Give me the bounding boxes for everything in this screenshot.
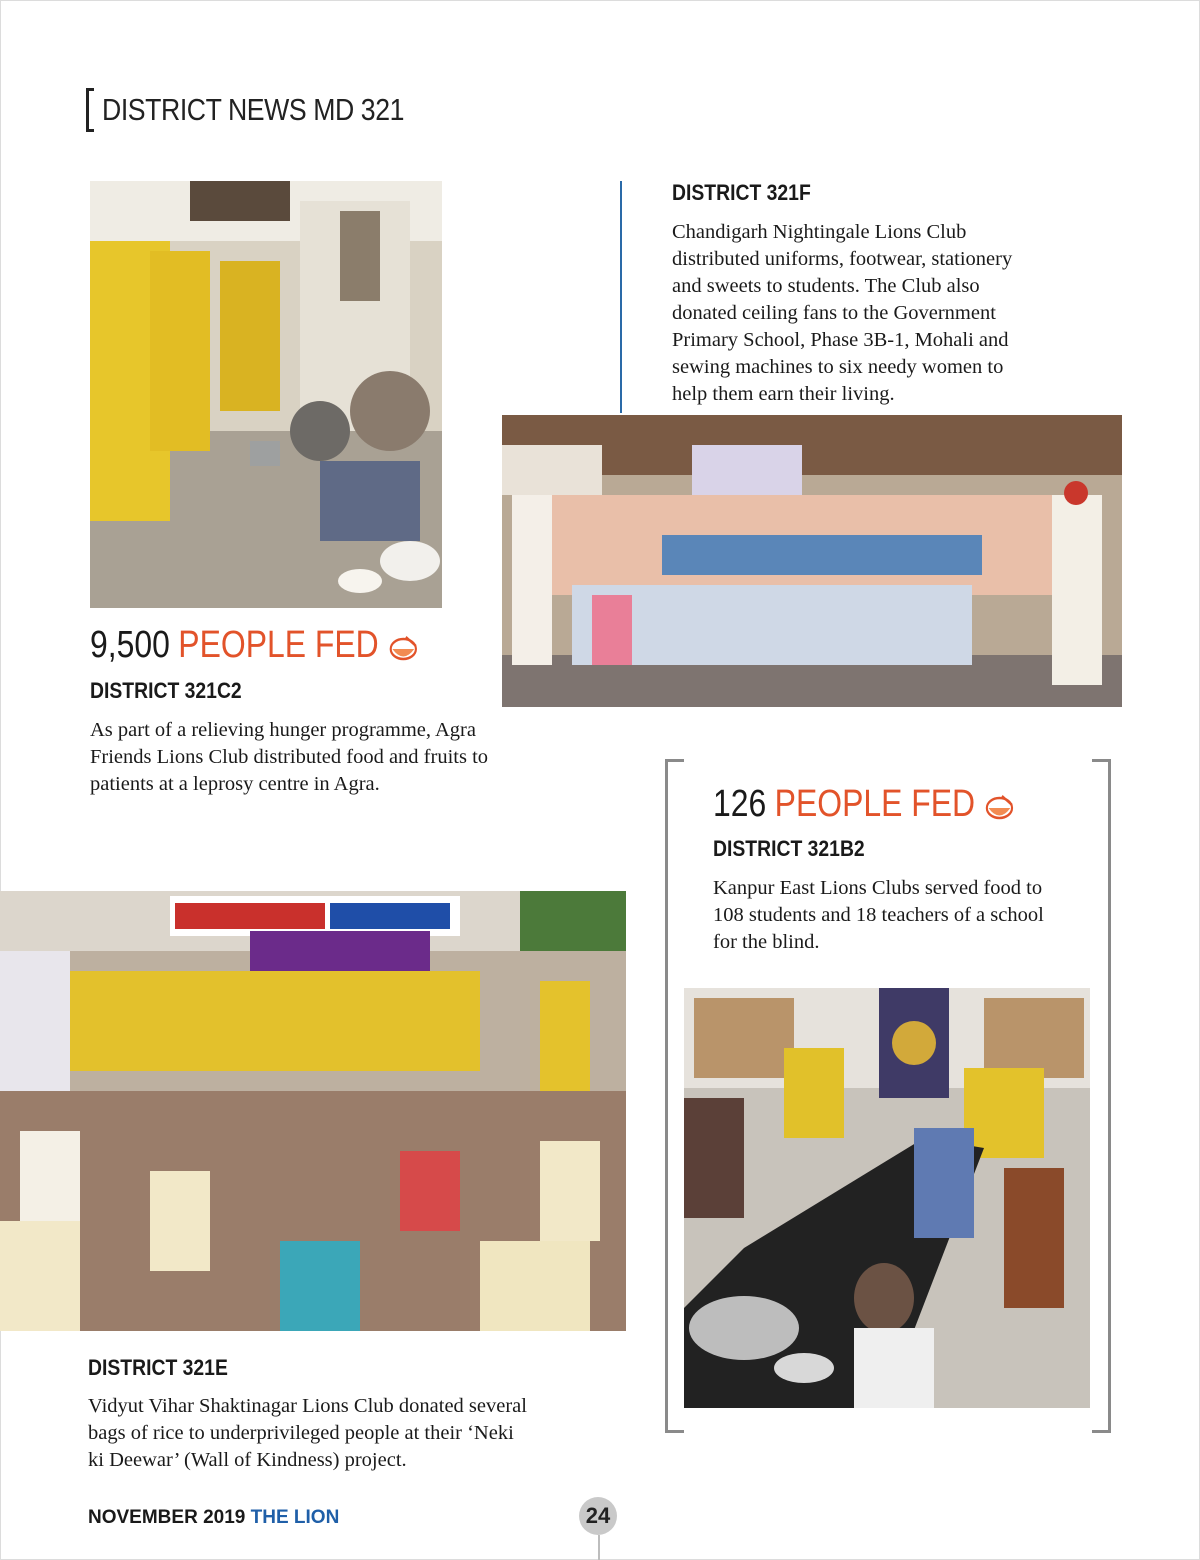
footer-issue	[88, 1507, 339, 1529]
photo-chandigarh-group	[502, 415, 1122, 707]
photo-agra-food-distribution	[90, 181, 442, 608]
story-f-body: Chandigarh Nightingale Lions Club distributed uniforms, footwear, stationery and sweets to students. The Club also donated ceiling fans to the Government Primary School, Phase 3B-1, Mohali and sewing machines to six needy women to help them earn their living.	[672, 221, 1013, 405]
box-left-bracket	[665, 759, 684, 1433]
column-rule	[620, 181, 622, 413]
section-header	[86, 88, 453, 132]
story-b2-body: Kanpur East Lions Clubs served food to 108 students and 18 teachers of a school for the blind.	[713, 877, 1044, 953]
box-right-bracket	[1092, 759, 1111, 1433]
headline-number: 9,500	[90, 624, 170, 666]
photo-kanpur-meal	[684, 988, 1090, 1408]
footer-magazine-name: THE LION	[250, 1507, 340, 1528]
district-321f-label: DISTRICT 321F	[672, 180, 811, 205]
bowl-icon	[985, 790, 1014, 820]
headline-accent: PEOPLE FED	[774, 783, 976, 825]
photo-shaktinagar-rice-bags	[0, 891, 626, 1331]
headline-126-people-fed	[713, 783, 1014, 826]
bowl-icon	[389, 631, 418, 661]
district-321b2-label: DISTRICT 321B2	[713, 836, 865, 861]
footer-issue-date: NOVEMBER 2019	[88, 1507, 246, 1528]
headline-accent: PEOPLE FED	[178, 624, 379, 666]
story-e-body: Vidyut Vihar Shaktinagar Lions Club donated several bags of rice to underprivileged people at their ‘Neki ki Deewar’ (Wall of Kindness) project.	[88, 1395, 527, 1471]
headline-9500-people-fed	[90, 624, 417, 667]
page-number-tick	[598, 1535, 600, 1560]
story-c2-body: As part of a relieving hunger programme, Agra Friends Lions Club distributed food and fruits to patients at a leprosy centre in Agra.	[90, 719, 489, 795]
page-number: 24	[579, 1497, 617, 1535]
headline-number: 126	[713, 783, 767, 825]
district-321c2-label: DISTRICT 321C2	[90, 678, 242, 703]
district-321e-label: DISTRICT 321E	[88, 1355, 228, 1380]
section-title: DISTRICT NEWS MD 321	[102, 92, 404, 127]
header-bracket	[86, 88, 94, 132]
